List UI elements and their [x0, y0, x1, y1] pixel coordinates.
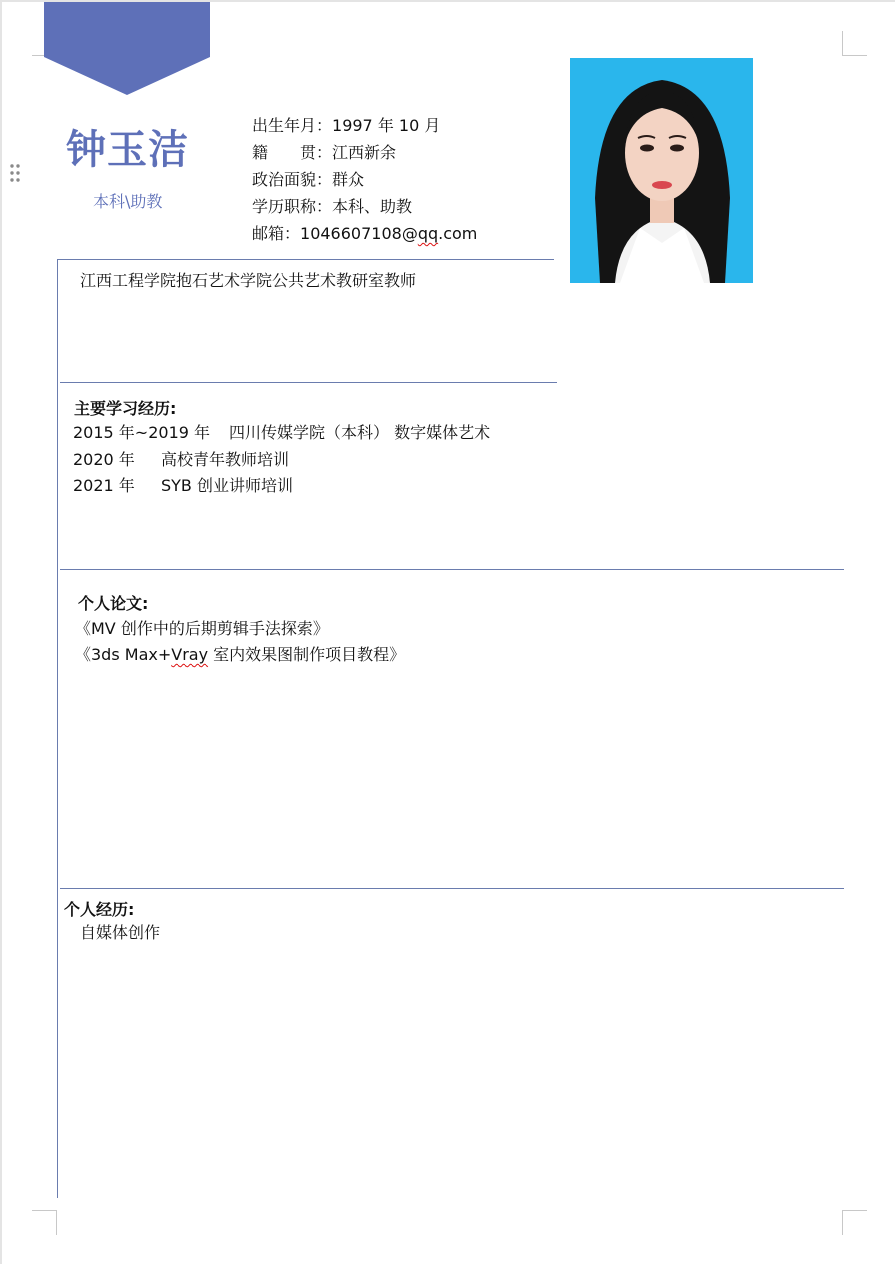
divider-experience: [60, 888, 844, 889]
education-item-1-year: 2015 年~2019 年: [73, 423, 211, 442]
papers-heading: 个人论文:: [78, 594, 149, 613]
experience-heading: 个人经历:: [64, 900, 135, 919]
email-value-spellcheck: qq: [417, 224, 439, 243]
info-row-origin: [252, 139, 477, 166]
education-item-1: [73, 420, 490, 446]
info-row-email: [252, 220, 477, 247]
politics-label: 政治面貌：: [252, 170, 333, 189]
education-item-2-year: 2020 年: [73, 450, 135, 469]
email-value-part-a: 10466071: [300, 224, 382, 243]
divider-papers: [60, 569, 844, 570]
personal-info: [252, 112, 477, 247]
paper-item-2: [75, 642, 405, 668]
info-row-birth: [252, 112, 477, 139]
email-value-part-d: .com: [438, 224, 478, 243]
candidate-name: 钟玉洁: [66, 127, 189, 173]
paper-item-2-part-a: 《3ds Max+: [75, 645, 172, 664]
education-item-3: [73, 473, 293, 499]
education-item-3-year: 2021 年: [73, 476, 135, 495]
education-item-2: [73, 447, 289, 473]
page-edge-left: [0, 0, 2, 1264]
education-value: 本科、助教: [332, 197, 413, 216]
education-item-3-desc: SYB 创业讲师培训: [161, 476, 293, 495]
divider-top: [57, 259, 554, 260]
origin-label: 籍 贯：: [252, 143, 333, 162]
politics-value: 群众: [332, 170, 365, 189]
paper-item-2-part-c: 室内效果图制作项目教程》: [208, 645, 406, 664]
origin-value: 江西新余: [332, 143, 397, 162]
table-move-handle-icon[interactable]: [9, 163, 21, 183]
left-rule: [57, 260, 58, 1198]
candidate-subtitle: 本科\助教: [93, 192, 163, 211]
divider-education: [60, 382, 557, 383]
paper-item-2-spellcheck: Vray: [171, 645, 209, 664]
info-row-education: [252, 193, 477, 220]
header-ribbon-shape: [44, 2, 210, 95]
education-heading: 主要学习经历:: [74, 399, 177, 418]
birth-value: 1997 年 10 月: [332, 116, 441, 135]
birth-label: 出生年月：: [252, 116, 333, 135]
education-item-2-desc: 高校青年教师培训: [161, 450, 290, 469]
current-position: 江西工程学院抱石艺术学院公共艺术教研室教师: [80, 271, 417, 290]
education-label: 学历职称：: [252, 197, 333, 216]
paper-item-1: 《MV 创作中的后期剪辑手法探索》: [75, 619, 329, 638]
email-label: 邮箱：: [252, 224, 301, 243]
email-value-part-b: 08@: [381, 224, 418, 243]
profile-photo: [570, 58, 753, 283]
experience-item-1: 自媒体创作: [80, 923, 161, 942]
margin-corner-bottom-left: [32, 1210, 57, 1235]
margin-corner-bottom-right: [842, 1210, 867, 1235]
info-row-politics: [252, 166, 477, 193]
margin-corner-top-right: [842, 31, 867, 56]
education-item-1-desc: 四川传媒学院（本科） 数字媒体艺术: [229, 423, 491, 442]
